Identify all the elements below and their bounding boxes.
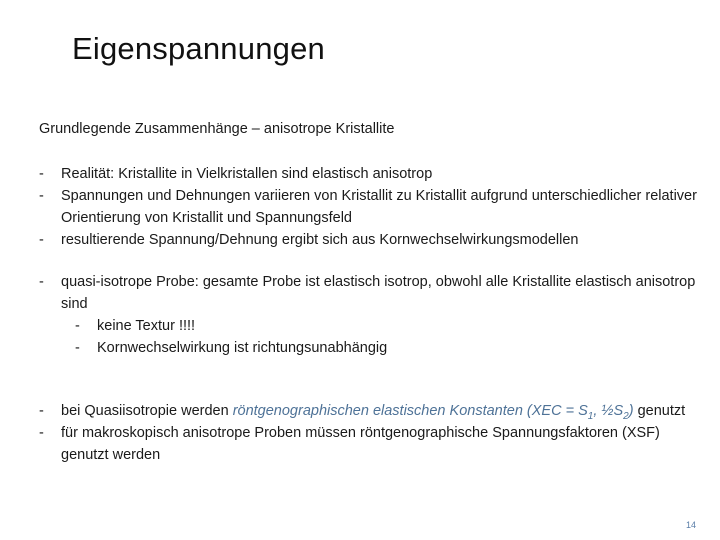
bullet-group-2 [39, 271, 709, 359]
bullet-dash: - [75, 340, 80, 356]
bullet-text: für makroskopisch anisotrope Proben müssen röntgenographische Spannungsfaktoren (XSF) genutzt werden [61, 425, 660, 463]
slide-title: Eigenspannungen [72, 31, 325, 66]
sub-bullet-text: keine Textur !!!! [97, 318, 196, 334]
bullet-text-suffix: genutzt [633, 403, 686, 419]
sub-bullet-item [39, 337, 709, 359]
bullet-item [39, 271, 709, 315]
bullet-dash: - [39, 188, 44, 204]
bullet-text: Spannungen und Dehnungen variieren von Kristallit zu Kristallit aufgrund unterschiedlicher relativer Orientierung von Kristallit und Spannungsfeld [61, 188, 697, 226]
bullet-item [39, 229, 709, 251]
sub-bullet-item [39, 315, 709, 337]
bullet-group-1 [39, 163, 709, 251]
bullet-text: resultierende Spannung/Dehnung ergibt sich aus Kornwechselwirkungsmodellen [61, 232, 579, 248]
bullet-text: Realität: Kristallite in Vielkristallen sind elastisch anisotrop [61, 166, 433, 182]
sub-bullet-text: Kornwechselwirkung ist richtungsunabhängig [97, 340, 388, 356]
bullet-item [39, 400, 709, 422]
bullet-dash: - [39, 403, 44, 419]
bullet-text-prefix: bei Quasiisotropie werden [61, 403, 233, 419]
bullet-group-3 [39, 400, 709, 466]
bullet-dash: - [39, 166, 44, 182]
bullet-item [39, 185, 709, 229]
bullet-item [39, 422, 709, 466]
bullet-dash: - [39, 232, 44, 248]
slide-subtitle: Grundlegende Zusammenhänge – anisotrope Kristallite [39, 121, 395, 137]
bullet-dash: - [75, 318, 80, 334]
xec-highlight: röntgenographischen elastischen Konstanten ($XEC = S_1$, $\frac{1}{2}S_2$) [232, 403, 634, 422]
bullet-dash: - [39, 274, 44, 290]
page-number: 14 [685, 520, 696, 530]
bullet-item [39, 163, 709, 185]
bullet-text: quasi-isotrope Probe: gesamte Probe ist elastisch isotrop, obwohl alle Kristallite elastisch anisotrop sind [61, 274, 696, 312]
bullet-dash: - [39, 425, 44, 441]
